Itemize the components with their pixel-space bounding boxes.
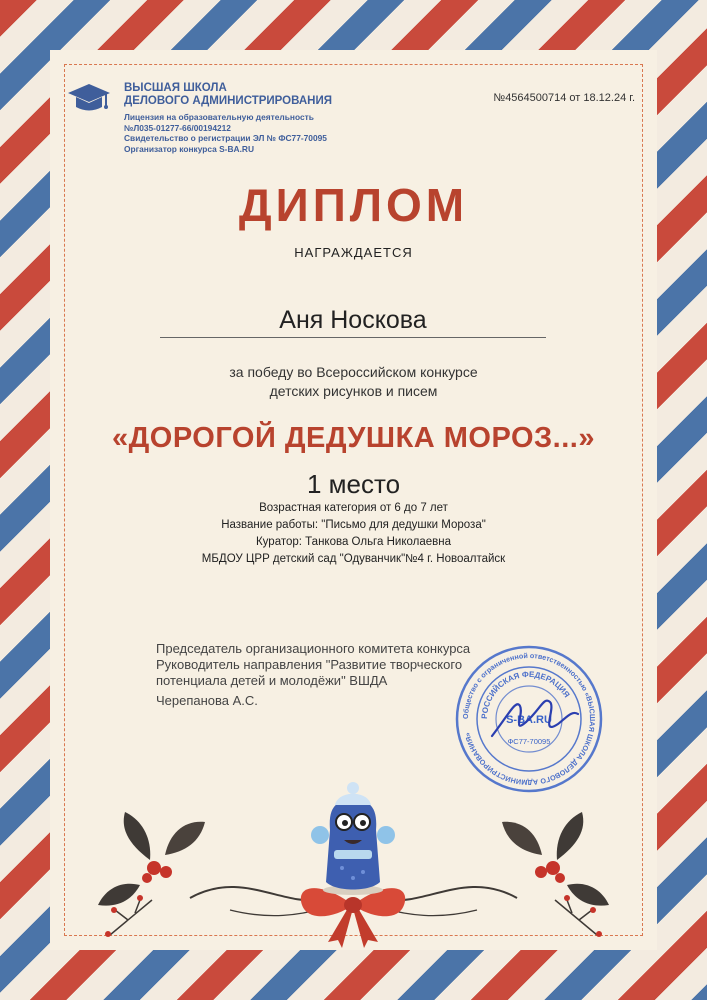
award-details xyxy=(50,500,657,568)
age-category: Возрастная категория от 6 до 7 лет xyxy=(259,502,448,514)
mascot-icon xyxy=(311,782,395,895)
holly-leaves-icon xyxy=(98,812,205,937)
stamp-site-text: S-BA.RU xyxy=(506,714,552,726)
license-number: №Л035-01277-66/00194212 xyxy=(124,122,231,133)
organizer-name xyxy=(124,82,332,108)
registration-certificate: Свидетельство о регистрации ЭЛ № ФС77-70095 xyxy=(124,133,327,143)
place-award: 1 место xyxy=(306,469,401,499)
stamp-country-text: РОССИЙСКАЯ ФЕДЕРАЦИЯ xyxy=(479,669,572,720)
institution: МБДОУ ЦРР детский сад "Одуванчик"№4 г. Новоалтайск xyxy=(201,553,506,565)
diploma-card xyxy=(50,50,657,950)
red-bow-icon xyxy=(301,888,405,948)
recipient-name: Аня Носкова xyxy=(160,306,546,338)
holiday-decoration xyxy=(80,750,627,950)
contest-name: «ДОРОГОЙ ДЕДУШКА МОРОЗ...» xyxy=(112,422,595,454)
organizer-name-line: ДЕЛОВОГО АДМИНИСТРИРОВАНИЯ xyxy=(124,95,333,107)
signer-role: Председатель организационного комитета конкурса xyxy=(156,641,471,656)
stamp-ring-text: Общество с ограниченной ответственностью «ВЫСШАЯ ШКОЛА ДЕЛОВОГО АДМИНИСТРИРОВАНИЯ» xyxy=(460,650,598,788)
contest-organizer: Организатор конкурса S-BA.RU xyxy=(124,143,254,154)
diploma-number: №4564500714 от 18.12.24 г. xyxy=(493,92,635,104)
reason-line: за победу во Всероссийском конкурсе xyxy=(229,364,478,380)
work-title: Название работы: "Письмо для дедушки Мороза" xyxy=(221,519,486,531)
graduation-cap-logo-icon xyxy=(66,80,112,116)
awarded-subtitle: НАГРАЖДАЕТСЯ xyxy=(294,245,413,260)
organizer-info xyxy=(124,112,327,154)
holly-leaves-icon xyxy=(502,812,609,937)
svg-text:РОССИЙСКАЯ ФЕДЕРАЦИЯ xyxy=(480,670,572,719)
stamp-cert-text: ФС77-70095 xyxy=(507,737,551,746)
award-reason xyxy=(50,363,657,401)
signer-name: Черепанова А.С. xyxy=(156,693,258,708)
signer-role: потенциала детей и молодёжи" ВШДА xyxy=(156,673,388,688)
signer-role: Руководитель направления "Развитие творческого xyxy=(156,657,463,672)
curator: Куратор: Танкова Ольга Николаевна xyxy=(255,536,451,548)
license-label: Лицензия на образовательную деятельность xyxy=(124,112,314,122)
reason-line: детских рисунков и писем xyxy=(269,383,438,399)
signature-block xyxy=(156,641,470,709)
diploma-title: ДИПЛОМ xyxy=(238,179,469,231)
organizer-name-line: ВЫСШАЯ ШКОЛА xyxy=(124,82,227,94)
